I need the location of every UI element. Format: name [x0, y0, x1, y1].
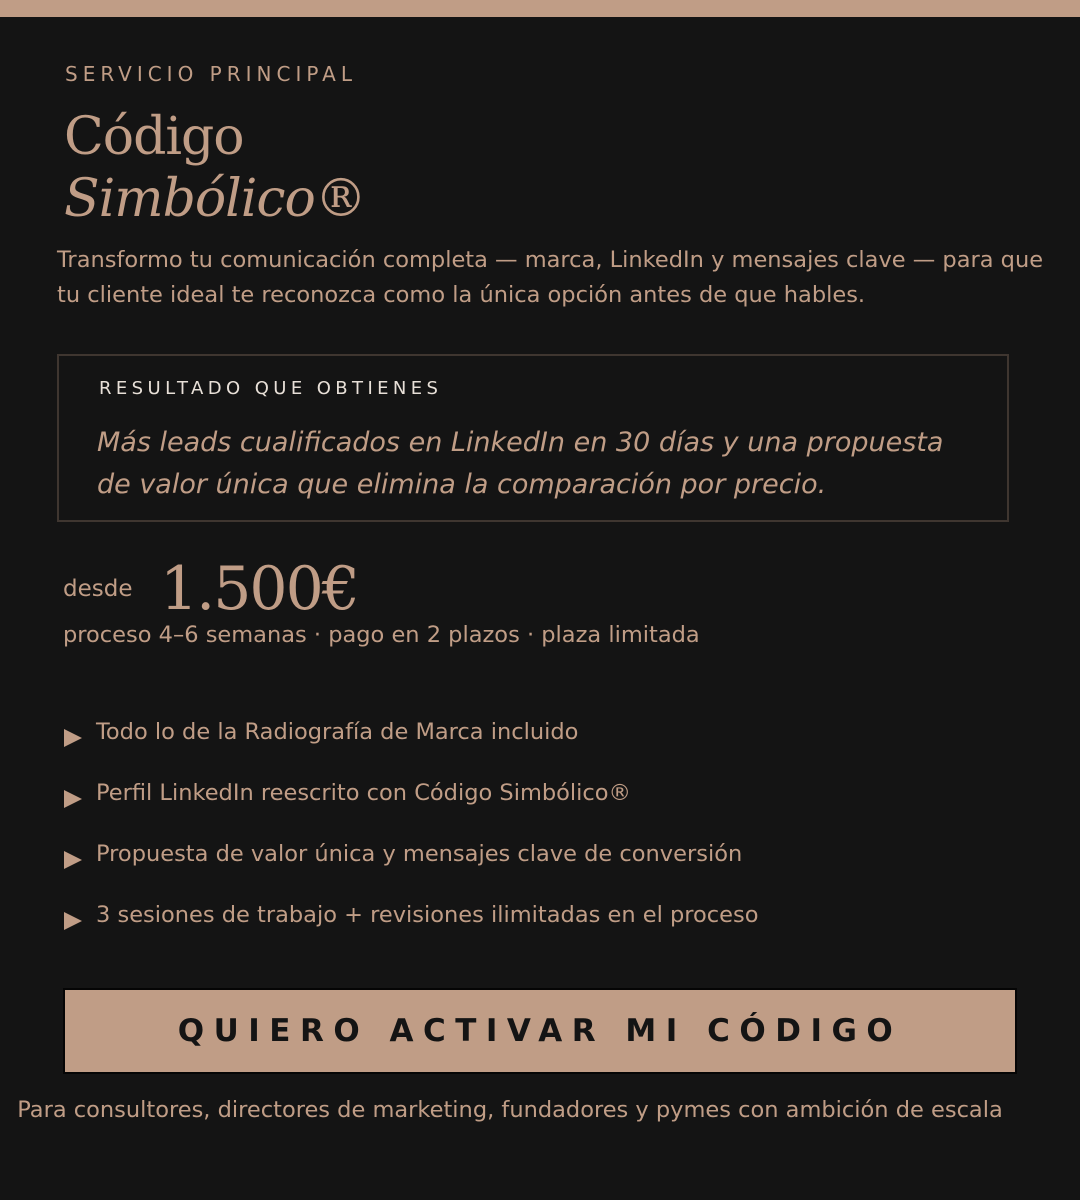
feature-text: 3 sesiones de trabajo + revisiones ilimitadas en el proceso: [96, 902, 759, 928]
feature-text: Perfil LinkedIn reescrito con Código Simbólico®: [96, 780, 632, 806]
feature-text: Propuesta de valor única y mensajes clave de conversión: [96, 841, 743, 867]
activate-code-button[interactable]: QUIERO ACTIVAR MI CÓDIGO: [63, 988, 1017, 1074]
section-eyebrow: SERVICIO PRINCIPAL: [65, 62, 357, 86]
triangle-bullet-icon: [64, 790, 82, 808]
service-title-line1: Código: [64, 107, 244, 167]
feature-item: [62, 773, 759, 834]
triangle-bullet-icon: [64, 851, 82, 869]
top-accent-bar: [0, 0, 1080, 17]
service-title: [64, 106, 366, 230]
price-meta: proceso 4–6 semanas · pago en 2 plazos · plaza limitada: [63, 622, 700, 648]
price-value: 1.500€: [160, 554, 358, 624]
feature-list: [62, 712, 759, 956]
price-from-label: desde: [63, 576, 133, 602]
feature-item: [62, 712, 759, 773]
result-label: RESULTADO QUE OBTIENES: [99, 378, 443, 399]
triangle-bullet-icon: [64, 912, 82, 930]
feature-text: Todo lo de la Radiografía de Marca incluido: [96, 719, 579, 745]
target-audience-note: Para consultores, directores de marketing, fundadores y pymes con ambición de escala: [17, 1097, 1003, 1123]
feature-item: [62, 895, 759, 956]
feature-item: [62, 834, 759, 895]
service-title-line2: Simbólico®: [64, 169, 366, 229]
service-description: Transformo tu comunicación completa — marca, LinkedIn y mensajes clave — para que tu cliente ideal te reconozca como la única opción antes de que hables.: [57, 247, 1044, 308]
result-box: [57, 354, 1009, 522]
triangle-bullet-icon: [64, 729, 82, 747]
result-text: Más leads cualificados en LinkedIn en 30 días y una propuesta de valor única que elimina la comparación por precio.: [97, 427, 944, 500]
